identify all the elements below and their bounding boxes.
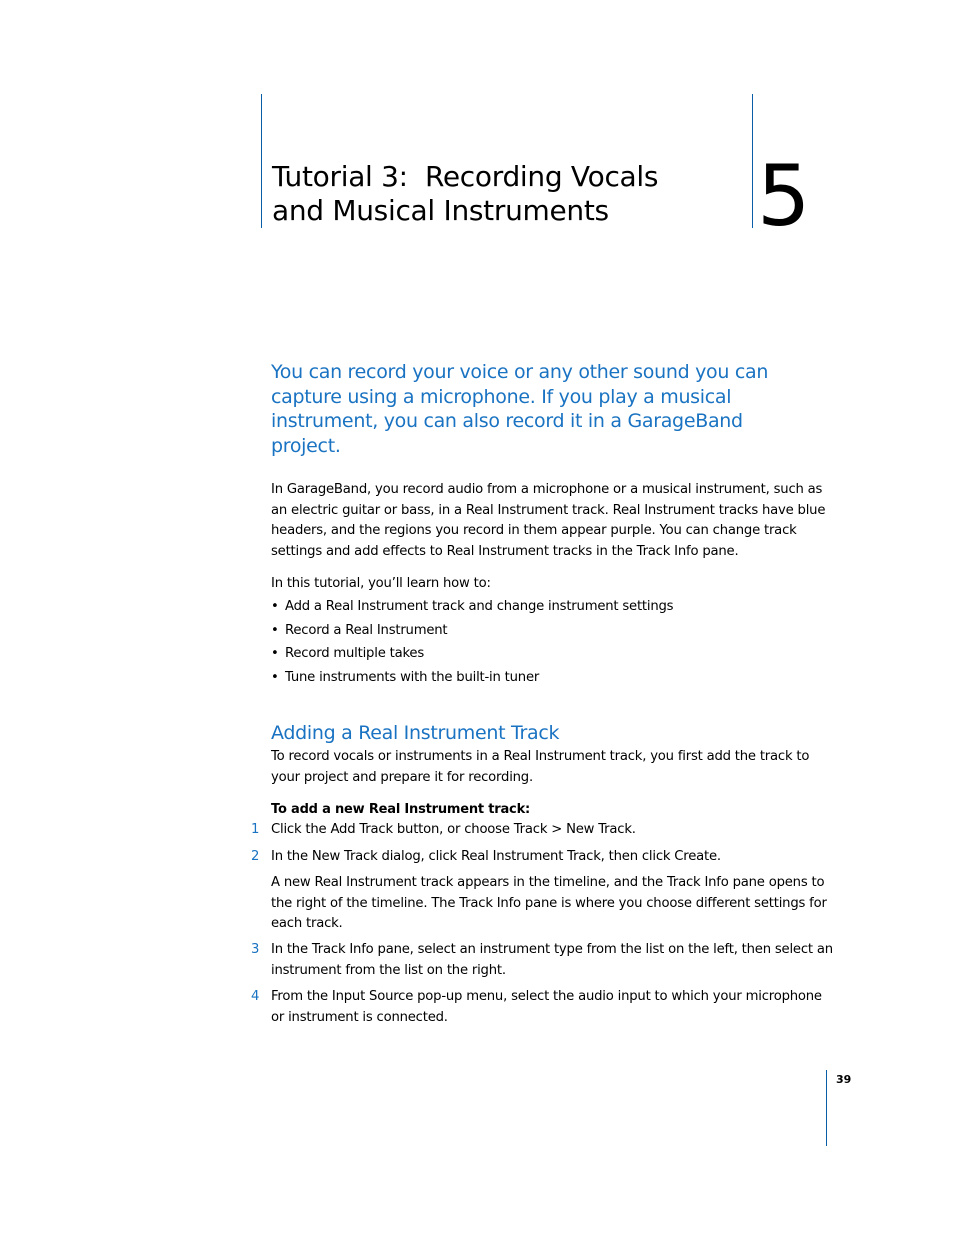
chapter-title-line: Tutorial 3: Recording Vocals: [272, 160, 659, 193]
paragraph-line: settings and add effects to Real Instrument tracks in the Track Info pane.: [271, 543, 739, 559]
list-item-text: Tune instruments with the built-in tuner: [285, 669, 540, 685]
step-note-line: the right of the timeline. The Track Info pane is where you choose different settings for: [271, 895, 827, 911]
step-number: 1: [251, 822, 260, 837]
body-paragraph: [271, 480, 825, 562]
chapter-title: [272, 160, 742, 228]
learning-list: [271, 597, 673, 691]
step-line: instrument from the list on the right.: [271, 962, 506, 978]
chapter-title-line: and Musical Instruments: [272, 194, 609, 227]
list-item: [271, 621, 673, 645]
step-text: [271, 820, 636, 841]
step-note-line: A new Real Instrument track appears in the timeline, and the Track Info pane opens to: [271, 875, 825, 890]
section-heading: Adding a Real Instrument Track: [271, 722, 560, 744]
step-text: [271, 940, 833, 981]
step-text: [271, 987, 822, 1028]
bullet-icon: •: [271, 646, 279, 662]
paragraph-line: your project and prepare it for recording.: [271, 769, 533, 785]
list-intro: [271, 574, 491, 595]
paragraph-line: In this tutorial, you’ll learn how to:: [271, 576, 491, 591]
list-item: [271, 597, 673, 621]
list-item-text: Add a Real Instrument track and change instrument settings: [285, 599, 674, 614]
step-number: 4: [251, 989, 260, 1004]
intro-line: project.: [271, 435, 341, 458]
intro-line: You can record your voice or any other sound you can: [271, 361, 769, 383]
step-line: In the New Track dialog, click Real Instrument Track, then click Create.: [271, 849, 721, 864]
list-item-text: Record multiple takes: [285, 646, 425, 662]
step-number: 3: [251, 942, 260, 957]
step-line: Click the Add Track button, or choose Track > New Track.: [271, 822, 636, 837]
bullet-icon: •: [271, 622, 279, 638]
bullet-icon: •: [271, 669, 279, 685]
paragraph-line: To record vocals or instruments in a Real Instrument track, you first add the track to: [271, 749, 810, 764]
paragraph-line: In GarageBand, you record audio from a microphone or a musical instrument, such as: [271, 482, 823, 497]
chapter-rule-left: [261, 94, 262, 228]
step-note: [271, 873, 827, 935]
step-note-line: each track.: [271, 916, 343, 931]
bullet-icon: •: [271, 599, 279, 614]
step-text: [271, 847, 721, 868]
list-item: [271, 668, 673, 692]
footer-rule: [826, 1070, 827, 1146]
chapter-number: 5: [757, 147, 811, 245]
intro-line: capture using a microphone. If you play a musical: [271, 385, 732, 408]
procedure-title: To add a new Real Instrument track:: [271, 802, 531, 817]
step-number: 2: [251, 849, 260, 864]
list-item: [271, 644, 673, 668]
chapter-intro: [271, 360, 831, 459]
step-line: or instrument is connected.: [271, 1009, 448, 1025]
intro-line: instrument, you can also record it in a GarageBand: [271, 410, 743, 433]
chapter-rule-right: [752, 94, 753, 228]
step-line: From the Input Source pop-up menu, select the audio input to which your microphone: [271, 989, 822, 1004]
paragraph-line: an electric guitar or bass, in a Real Instrument track. Real Instrument tracks have blue: [271, 502, 826, 518]
page-number: 39: [836, 1073, 852, 1086]
paragraph-line: headers, and the regions you record in them appear purple. You can change track: [271, 523, 797, 538]
list-item-text: Record a Real Instrument: [285, 622, 448, 638]
section-intro: [271, 747, 809, 788]
step-line: In the Track Info pane, select an instrument type from the list on the left, then select an: [271, 942, 833, 957]
